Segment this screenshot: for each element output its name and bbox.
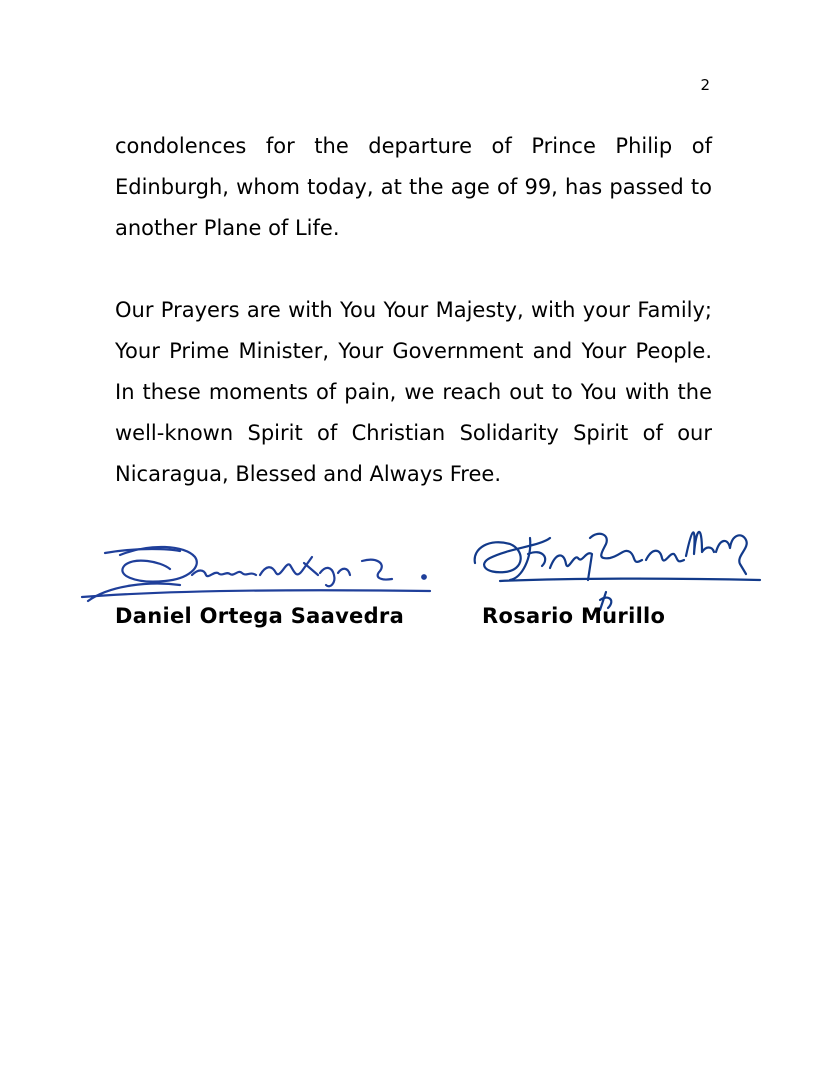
signature-daniel-ortega <box>80 535 440 607</box>
condolence-paragraph: condolences for the departure of Prince Philip of Edinburgh, whom today, at the age of 99, has passed to another Plane of Life. <box>115 134 712 240</box>
page-number: 2 <box>700 76 710 94</box>
signature-rosario-murillo <box>470 508 765 618</box>
signatory-name: Rosario Murillo <box>482 604 666 628</box>
signatory-name: Daniel Ortega Saavedra <box>115 604 405 628</box>
prayer-paragraph: Our Prayers are with You Your Majesty, with your Family; Your Prime Minister, Your Government and Your People. In these moments of pain, we reach out to You with the well-known Spirit of Christian Solidarity Spirit of our Nicaragua, Blessed and Always Free. <box>115 298 712 486</box>
